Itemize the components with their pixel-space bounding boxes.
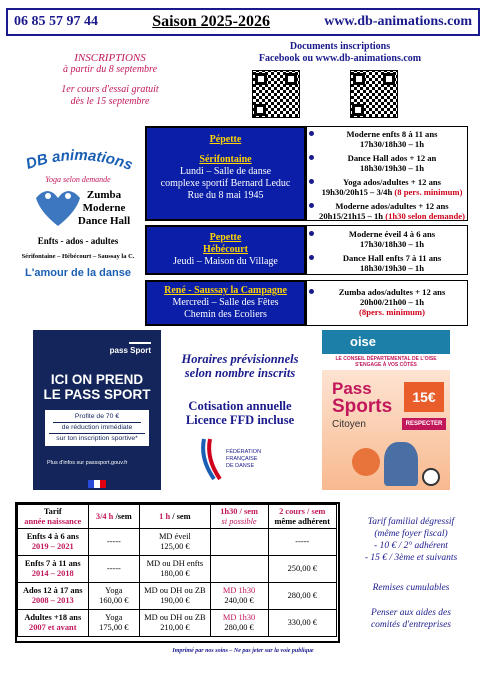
oise-respecter: RESPECTER bbox=[402, 418, 446, 430]
logo-ages: Enfts - ados - adultes bbox=[37, 236, 119, 246]
venue-1-detail-3: Rue du 8 mai 1945 bbox=[187, 190, 264, 201]
inscriptions-block bbox=[30, 52, 190, 108]
logo-towns: Sérifontaine – Hébécourt – Saussay la C. bbox=[21, 253, 135, 260]
trial-line-2: dès le 15 septembre bbox=[70, 96, 150, 107]
venue-1-detail-2: complexe sportif Bernard Leduc bbox=[160, 178, 291, 189]
qr-code-facebook[interactable] bbox=[252, 70, 300, 118]
football-icon bbox=[422, 468, 440, 486]
table-row: Enfts 4 à 6 ans 2019 – 2021 ----- MD éveil 125,00 € ----- bbox=[18, 529, 337, 556]
logo-style-2: Moderne bbox=[82, 202, 126, 214]
athlete-figure-icon bbox=[384, 442, 418, 486]
season-title: Saison 2025-2026 bbox=[152, 13, 270, 30]
horaires-block: Horaires prévisionnels selon nombre inscrits bbox=[181, 352, 299, 380]
logo-style-1: Zumba bbox=[86, 189, 122, 201]
pass-sport-poster bbox=[33, 330, 161, 490]
svg-text:FÉDÉRATION: FÉDÉRATION bbox=[226, 449, 262, 455]
french-flag-icon bbox=[88, 480, 106, 488]
documents-line-1: Documents inscriptions bbox=[289, 41, 391, 52]
venue-serifontaine bbox=[145, 126, 306, 221]
oise-amount: 15€ bbox=[404, 382, 444, 412]
logo-name: DB animations bbox=[23, 148, 135, 174]
svg-text:DB animations bbox=[24, 148, 135, 174]
aides-note: Penser aux aides des comités d'entreprises bbox=[370, 608, 452, 630]
oise-title-3: Citoyen bbox=[332, 419, 366, 430]
cotisation-block: Cotisation annuelle Licence FFD incluse bbox=[185, 399, 295, 427]
slot-item: Dance Hall enfts 7 à 11 ans 18h30/19h30 – 1h bbox=[307, 253, 467, 273]
venue-2-detail-1: Jeudi – Maison du Village bbox=[173, 256, 278, 267]
db-animations-logo bbox=[18, 148, 138, 298]
pass-sport-headline-2: LE PASS SPORT bbox=[43, 387, 151, 402]
venue-1-town: Sérifontaine bbox=[199, 154, 252, 165]
inscriptions-date: à partir du 8 septembre bbox=[62, 64, 158, 75]
qr-code-website[interactable] bbox=[350, 70, 398, 118]
slot-item: Yoga ados/adultes + 12 ans 19h30/20h15 – 3/4h (8 pers. minimum) bbox=[307, 177, 467, 197]
pass-sport-headline-1: ICI ON PREND bbox=[50, 372, 144, 387]
oise-brand: oise bbox=[322, 330, 450, 354]
ffd-logo bbox=[198, 433, 278, 483]
tarifs-table bbox=[17, 504, 337, 637]
oise-title-1: Pass bbox=[332, 379, 372, 398]
table-row: Ados 12 à 17 ans 2008 – 2013 Yoga 160,00 € MD ou DH ou ZB 190,00 € MD 1h30 240,00 € 280,00 € bbox=[18, 583, 337, 610]
oise-title-2: Sports bbox=[332, 396, 393, 417]
venue-1-detail-1: Lundi – Salle de danse bbox=[179, 166, 272, 177]
logo-slogan: L'amour de la danse bbox=[25, 267, 131, 279]
documents-line-2[interactable]: Facebook ou www.db-animations.com bbox=[258, 53, 422, 64]
logo-style-3: Dance Hall bbox=[77, 215, 131, 227]
venue-3-detail-2: Chemin des Ecoliers bbox=[184, 309, 267, 320]
oise-tag-1: LE CONSEIL DÉPARTEMENTAL DE L'OISE bbox=[335, 356, 437, 362]
header-bar bbox=[6, 8, 480, 36]
logo-tag: Yoga selon demande bbox=[45, 175, 111, 184]
venue-saussay bbox=[145, 280, 306, 326]
family-rate-notes: Tarif familial dégressif (même foyer fiscal) - 10 € / 2° adhérent - 15 € / 3ème et suivants bbox=[364, 517, 458, 563]
svg-text:DE DANSE: DE DANSE bbox=[226, 463, 255, 469]
website-link[interactable]: www.db-animations.com bbox=[324, 14, 472, 29]
venue-hebecourt bbox=[145, 225, 306, 275]
inscriptions-title: INSCRIPTIONS bbox=[74, 52, 146, 64]
venue-1-teacher: Pépette bbox=[209, 134, 242, 145]
venue-2-teacher: Pepette bbox=[209, 232, 242, 243]
remises-note: Remises cumulables bbox=[372, 583, 450, 593]
venue-2-slots bbox=[306, 225, 468, 275]
venue-3-detail-1: Mercredi – Salle des Fêtes bbox=[172, 297, 279, 308]
venue-2-town: Hébécourt bbox=[203, 244, 248, 255]
pass-sports-citoyen-poster bbox=[322, 330, 450, 490]
venue-3-slots bbox=[306, 280, 468, 326]
basketball-icon bbox=[352, 448, 380, 476]
venue-3-teacher: René - Saussay la Campagne bbox=[164, 285, 287, 296]
table-header-row: Tarif année naissance 3/4 h /sem 1 h / sem 1h30 / sem si possible 2 cours / sem même adhérent bbox=[18, 505, 337, 529]
trial-line-1: 1er cours d'essai gratuit bbox=[61, 84, 159, 95]
slot-item: Dance Hall ados + 12 an 18h30/19h30 – 1h bbox=[307, 153, 467, 173]
table-row: Enfts 7 à 11 ans 2014 – 2018 ----- MD ou DH enfts 180,00 € 250,00 € bbox=[18, 556, 337, 583]
phone-number: 06 85 57 97 44 bbox=[14, 14, 98, 29]
svg-text:FRANÇAISE: FRANÇAISE bbox=[226, 456, 258, 462]
slot-item: Moderne éveil 4 à 6 ans 17h30/18h30 – 1h bbox=[307, 229, 467, 249]
slot-item: Moderne enfts 8 à 11 ans 17h30/18h30 – 1h bbox=[307, 129, 467, 149]
slot-item: Moderne ados/adultes + 12 ans 20h15/21h15 – 1h (1h30 selon demande) bbox=[307, 201, 467, 221]
venue-1-slots bbox=[306, 126, 468, 221]
table-row: Adultes +18 ans 2007 et avant Yoga 175,00 € MD ou DH ou ZB 210,00 € MD 1h30 280,00 € 330,00 € bbox=[18, 610, 337, 637]
documents-block bbox=[205, 41, 475, 65]
footer-note: Imprimé par nos soins – Ne pas jeter sur la voie publique bbox=[172, 648, 314, 654]
pass-sport-footer[interactable]: Plus d'infos sur passsport.gouv.fr bbox=[47, 460, 128, 466]
pass-sport-brand: pass Sport bbox=[110, 342, 151, 355]
pass-sport-offer-box: Profite de 70 € de réduction immédiate sur ton inscription sportive* bbox=[45, 410, 149, 446]
slot-item: Zumba ados/adultes + 12 ans 20h00/21h00 – 1h (8pers. minimum) bbox=[307, 287, 467, 317]
oise-tag-2: S'ENGAGE À VOS CÔTÉS bbox=[355, 362, 417, 368]
